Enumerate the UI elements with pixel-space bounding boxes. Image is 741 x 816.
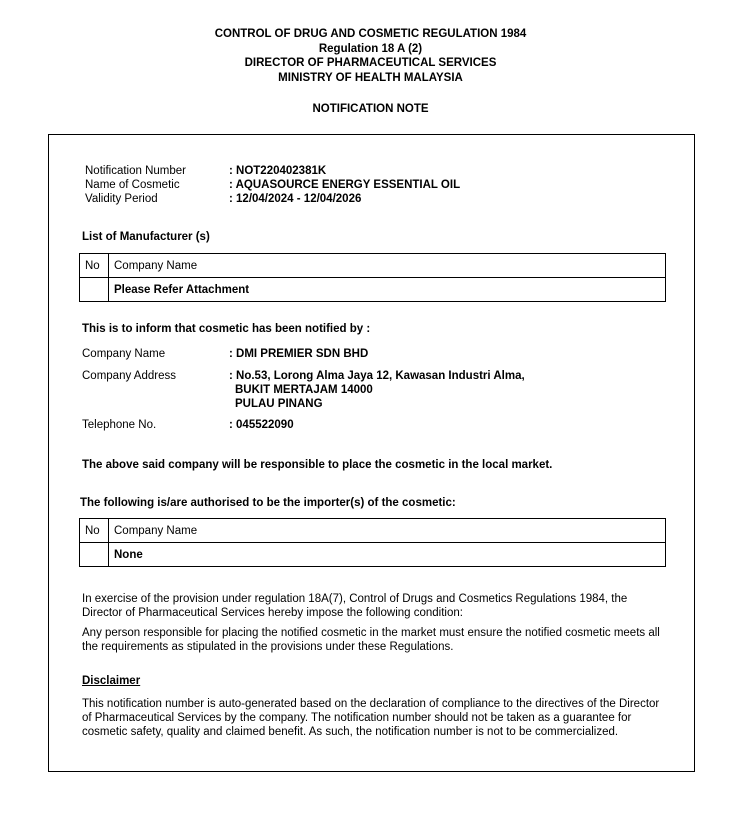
header-line-4: MINISTRY OF HEALTH MALAYSIA: [278, 71, 463, 84]
manufacturers-heading: List of Manufacturer (s): [82, 231, 210, 243]
importers-heading: The following is/are authorised to be the importer(s) of the cosmetic:: [80, 497, 456, 509]
disclaimer-text: This notification number is auto-generated based on the declaration of compliance to the directives of the Director of Pharmaceutical Services by the company. The notification number should not be taken as a guarantee for cosmetic safety, quality and claimed benefit. As such, the notification number is not to be commercialized.: [82, 698, 660, 738]
validity-label: Validity Period: [85, 193, 158, 205]
manufacturers-table: [79, 253, 666, 302]
company-name-value: : DMI PREMIER SDN BHD: [229, 348, 369, 360]
cosmetic-name-value: : AQUASOURCE ENERGY ESSENTIAL OIL: [229, 179, 461, 191]
row-no: [80, 543, 109, 567]
header-line-1: CONTROL OF DRUG AND COSMETIC REGULATION 1984: [214, 28, 527, 40]
provision-paragraph-2: Any person responsible for placing the notified cosmetic in the market must ensure the notified cosmetic meets all the requirements as stipulated in the provisions under these Regulations.: [82, 627, 660, 653]
table-row: [80, 543, 666, 567]
company-address-label: Company Address: [82, 370, 176, 382]
company-address-line-2: BUKIT MERTAJAM 14000: [235, 384, 373, 396]
header-line-3: DIRECTOR OF PHARMACEUTICAL SERVICES: [244, 57, 497, 69]
notifier-heading: This is to inform that cosmetic has been notified by :: [82, 323, 371, 335]
col-no-header: No: [80, 519, 109, 543]
telephone-value: : 045522090: [229, 419, 294, 431]
table-header-row: [80, 519, 666, 543]
company-name-label: Company Name: [82, 348, 166, 360]
importers-table: [79, 518, 666, 567]
cosmetic-name-label: Name of Cosmetic: [85, 179, 180, 191]
row-no: [80, 278, 109, 302]
table-header-row: [80, 254, 666, 278]
notification-number-label: Notification Number: [85, 165, 186, 177]
row-company: None: [109, 543, 666, 567]
col-no-header: No: [80, 254, 109, 278]
header-line-2: Regulation 18 A (2): [318, 42, 423, 55]
disclaimer-heading: Disclaimer: [82, 675, 141, 687]
provision-paragraph-1: In exercise of the provision under regulation 18A(7), Control of Drugs and Cosmetics Regulations 1984, the Director of Pharmaceutical Services hereby impose the following condition:: [82, 593, 628, 619]
telephone-label: Telephone No.: [82, 419, 157, 431]
notification-box: [48, 134, 695, 772]
col-company-header: Company Name: [109, 254, 666, 278]
responsibility-statement: The above said company will be responsible to place the cosmetic in the local market.: [82, 459, 553, 471]
col-company-header: Company Name: [109, 519, 666, 543]
table-row: [80, 278, 666, 302]
row-company: Please Refer Attachment: [109, 278, 666, 302]
company-address-line-3: PULAU PINANG: [235, 398, 323, 410]
notification-number-value: : NOT220402381K: [229, 165, 327, 177]
company-address-line-1: : No.53, Lorong Alma Jaya 12, Kawasan Industri Alma,: [229, 370, 525, 382]
validity-value: : 12/04/2024 - 12/04/2026: [229, 193, 362, 205]
page-title: NOTIFICATION NOTE: [312, 103, 429, 115]
